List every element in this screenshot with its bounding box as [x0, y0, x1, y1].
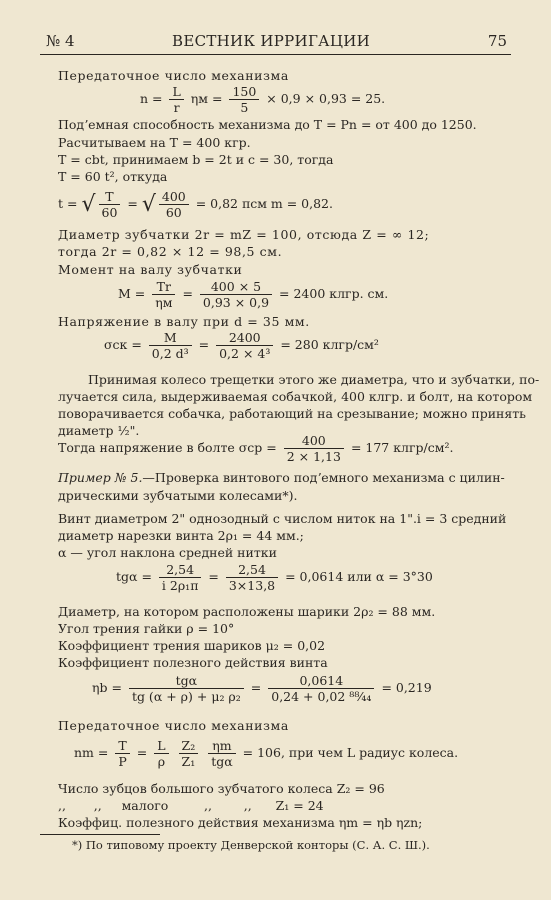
- fraction: [284, 433, 344, 464]
- numerator: L: [169, 84, 183, 100]
- denominator: P: [118, 754, 127, 769]
- text-line: Коэффиц. полезного действия механизма ηm = ηb ηzn;: [58, 815, 423, 830]
- formula-part: = 0,219: [381, 680, 432, 695]
- fraction: [169, 84, 183, 115]
- denominator: 3×13,8: [228, 578, 276, 593]
- fraction: [152, 279, 175, 310]
- formula-part: ηb =: [92, 680, 122, 695]
- text-line: α — угол наклона средней нитки: [58, 545, 277, 560]
- numerator: T: [99, 189, 121, 205]
- text-line: Число зубцов большого зубчатого колеса Z₂ = 96: [58, 781, 385, 796]
- denominator: i 2ρ₁π: [161, 578, 199, 593]
- formula-tg-alpha: [116, 562, 433, 593]
- formula-bolt: [58, 433, 453, 464]
- text-line: Момент на валу зубчатки: [58, 262, 243, 277]
- formula-part: = 2400 клгр. см.: [279, 286, 389, 301]
- numerator: L: [154, 738, 168, 754]
- formula-efficiency: [92, 673, 432, 704]
- fraction: [129, 673, 244, 704]
- denominator: Z₁: [181, 754, 196, 769]
- numerator: M: [149, 330, 192, 346]
- denominator: tgα: [211, 754, 233, 769]
- denominator: 0,93 × 0,9: [202, 295, 270, 310]
- fraction: [268, 673, 374, 704]
- text-line: Диаметр, на котором расположены шарики 2ρ₂ = 88 мм.: [58, 604, 436, 619]
- numerator: 150: [229, 84, 259, 100]
- footnote: *) По типовому проекту Денверской конторы (С. А. С. Ш.).: [72, 838, 430, 852]
- text-line: Диаметр зубчатки 2r = mZ = 100, отсюда Z = ∞ 12;: [58, 227, 430, 242]
- footnote-divider: [40, 834, 160, 835]
- sqrt-icon: √: [141, 192, 156, 217]
- formula-t: [58, 189, 333, 220]
- denominator: 0,2 d³: [151, 346, 189, 361]
- text-line: Передаточное число механизма: [58, 68, 289, 83]
- fraction: [149, 330, 192, 361]
- formula-part: = 0,0614 или α = 3°30: [285, 569, 433, 584]
- formula-part: =: [250, 680, 262, 695]
- text-line: тогда 2r = 0,82 × 12 = 98,5 см.: [58, 244, 283, 259]
- numerator: 400: [159, 189, 189, 205]
- fraction: [159, 189, 189, 220]
- numerator: Z₂: [179, 738, 199, 754]
- formula-part: σск =: [104, 337, 142, 352]
- text-line: T = cbt, принимаем b = 2t и c = 30, тогда: [58, 152, 334, 167]
- text-line: Передаточное число механизма: [58, 718, 289, 733]
- fraction: [200, 279, 272, 310]
- denominator: 5: [240, 100, 249, 115]
- formula-part: × 0,9 × 0,93 = 25.: [266, 91, 386, 106]
- formula-part: ηм =: [190, 91, 223, 106]
- page-number: 75: [487, 32, 507, 50]
- numerator: ηm: [208, 738, 235, 754]
- sqrt-icon: √: [81, 192, 96, 217]
- denominator: 0,2 × 4³: [219, 346, 271, 361]
- fraction: [99, 189, 121, 220]
- text-line: Напряжение в валу при d = 35 мм.: [58, 314, 310, 329]
- numerator: 0,0614: [268, 673, 374, 689]
- text-line: дрическими зубчатыми колесами*).: [58, 488, 298, 503]
- formula-part: tgα =: [116, 569, 152, 584]
- example-label: Пример № 5.: [58, 470, 143, 485]
- formula-part: = 280 клгр/см²: [280, 337, 379, 352]
- numerator: 2,54: [159, 562, 202, 578]
- fraction: [229, 84, 259, 115]
- text-line: ,, ,, малого ,, ,, Z₁ = 24: [58, 798, 324, 813]
- denominator: 0,24 + 0,02 ⁸⁸⁄₄₄: [271, 689, 372, 704]
- denominator: 60: [101, 205, 118, 220]
- fraction: [159, 562, 202, 593]
- fraction: [115, 738, 129, 769]
- fraction: [208, 738, 235, 769]
- journal-title: ВЕСТНИК ИРРИГАЦИИ: [172, 32, 370, 50]
- issue-number: № 4: [46, 32, 75, 50]
- denominator: r: [173, 100, 180, 115]
- example-text: —Проверка винтового подʼемного механизма с цилин-: [142, 470, 505, 485]
- formula-part: = 0,82 πсм m = 0,82.: [195, 196, 333, 211]
- formula-part: =: [136, 745, 148, 760]
- numerator: 2400: [216, 330, 273, 346]
- formula-part: = 106, при чем L радиус колеса.: [242, 745, 459, 760]
- page-header: [40, 30, 511, 55]
- example-heading: [58, 470, 505, 485]
- numerator: tgα: [129, 673, 244, 689]
- formula-part: =: [182, 286, 193, 301]
- text-line: T = 60 t², откуда: [58, 169, 168, 184]
- text-line: Угол трения гайки ρ = 10°: [58, 621, 235, 636]
- numerator: T: [115, 738, 129, 754]
- text-line: поворачивается собачка, работающий на срезывание; можно принять: [58, 406, 526, 421]
- fraction: [154, 738, 168, 769]
- denominator: tg (α + ρ) + μ₂ ρ₂: [131, 689, 241, 704]
- denominator: 2 × 1,13: [286, 449, 341, 464]
- formula-part: =: [127, 196, 138, 211]
- formula-gear-ratio: [140, 84, 385, 115]
- fraction: [226, 562, 278, 593]
- formula-part: nm =: [74, 745, 109, 760]
- text-line: Подʼемная способность механизма до T = Pn = от 400 до 1250.: [58, 117, 477, 132]
- text-line: диаметр ½".: [58, 423, 140, 438]
- formula-part: n =: [140, 91, 163, 106]
- formula-part: M =: [118, 286, 146, 301]
- formula-part: Тогда напряжение в болте σср =: [58, 440, 277, 455]
- text-line: Винт диаметром 2" однозодный с числом ниток на 1".i = 3 средний: [58, 511, 507, 526]
- text-line: Принимая колесо трещетки этого же диаметра, что и зубчатки, по-: [88, 372, 540, 387]
- fraction: [179, 738, 199, 769]
- formula-moment: [118, 279, 388, 310]
- numerator: 2,54: [226, 562, 278, 578]
- numerator: Tr: [152, 279, 175, 295]
- text-line: диаметр нарезки винта 2ρ₁ = 44 мм.;: [58, 528, 304, 543]
- numerator: 400: [284, 433, 344, 449]
- text-line: Расчитываем на T = 400 кгр.: [58, 135, 251, 150]
- formula-part: t =: [58, 196, 78, 211]
- formula-part: =: [198, 337, 210, 352]
- formula-stress: [104, 330, 379, 361]
- formula-total-ratio: [74, 738, 458, 769]
- formula-part: = 177 клгр/см².: [350, 440, 454, 455]
- text-line: Коэффициент полезного действия винта: [58, 655, 328, 670]
- denominator: 60: [165, 205, 182, 220]
- denominator: ηм: [155, 295, 173, 310]
- text-line: Коэффициент трения шариков μ₂ = 0,02: [58, 638, 326, 653]
- text-line: лучается сила, выдерживаемая собачкой, 400 клгр. и болт, на котором: [58, 389, 533, 404]
- fraction: [216, 330, 273, 361]
- denominator: ρ: [157, 754, 166, 769]
- formula-part: =: [208, 569, 219, 584]
- numerator: 400 × 5: [200, 279, 272, 295]
